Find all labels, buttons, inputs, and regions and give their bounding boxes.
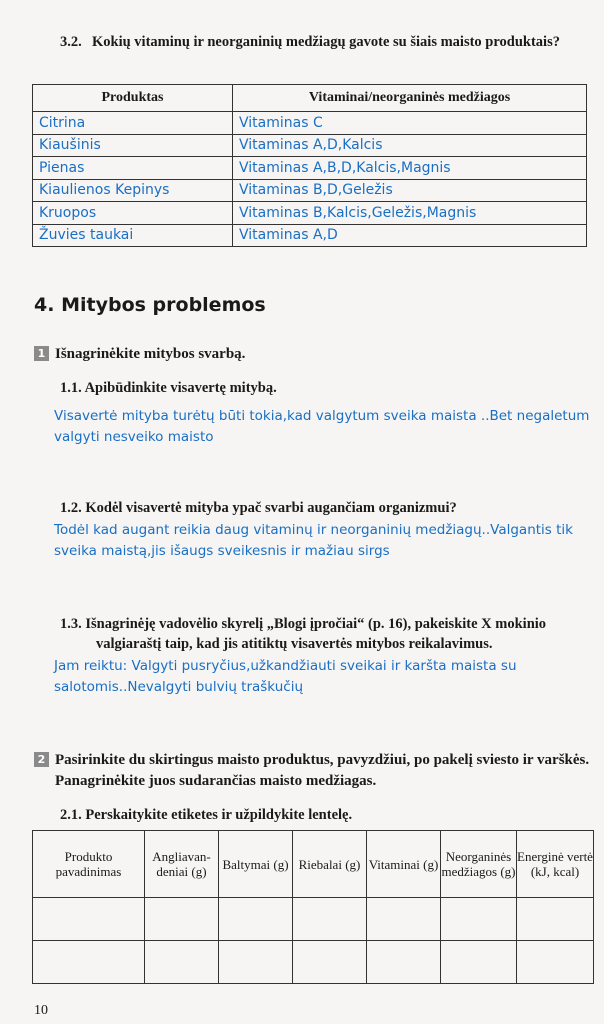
empty-cell[interactable] [517, 941, 594, 984]
answer-1-2[interactable]: Todėl kad augant reikia daug vitaminų ir neorganinių medžiagų..Valgantis tik sveika maistą,jis išaugs sveikesnis ir mažiau sirgs [54, 522, 573, 559]
answer-1-1[interactable]: Visavertė mityba turėtų būti tokia,kad valgytum sveika maista ..Bet negaletum valgyti nesveiko maisto [54, 408, 590, 445]
vitamin-cell[interactable]: Vitaminas C [233, 112, 587, 135]
header-vitamins: Vitaminai (g) [367, 831, 441, 898]
vitamins-table [32, 84, 587, 247]
nutrition-table [32, 830, 594, 984]
header-minerals: Neorganinės medžiagos (g) [441, 831, 517, 898]
question-text: Kokių vitaminų ir neorganinių medžiagų gavote su šiais maisto produktais? [92, 34, 560, 50]
product-cell[interactable]: Citrina [33, 112, 233, 135]
table-row [33, 134, 587, 157]
vitamin-cell[interactable]: Vitaminas A,D [233, 224, 587, 247]
header-vitaminai: Vitaminai/neorganinės medžiagos [233, 85, 587, 112]
question-text: 1.1. Apibūdinkite visavertę mitybą. [60, 380, 277, 396]
vitamin-cell[interactable]: Vitaminas A,D,Kalcis [233, 134, 587, 157]
product-cell[interactable]: Kiaulienos Kepinys [33, 179, 233, 202]
table-header-row [33, 831, 594, 898]
product-cell[interactable]: Pienas [33, 157, 233, 180]
empty-cell[interactable] [517, 898, 594, 941]
header-energy: Energinė vertė (kJ, kcal) [517, 831, 594, 898]
question-3-2 [60, 32, 580, 52]
page-number: 10 [34, 1003, 48, 1018]
table-row [33, 112, 587, 135]
table-row [33, 179, 587, 202]
empty-cell[interactable] [219, 941, 293, 984]
task-title: Pasirinkite du skirtingus maisto produktus, pavyzdžiui, po pakelį sviesto ir varškės. Panagrinėkite juos sudarančias maisto medžiagas. [55, 752, 590, 789]
empty-cell[interactable] [33, 898, 145, 941]
question-1-2 [60, 498, 590, 518]
empty-cell[interactable] [219, 898, 293, 941]
empty-cell[interactable] [145, 898, 219, 941]
section-heading [34, 294, 266, 316]
section-number: 4. [34, 294, 55, 316]
header-carbohydrates: Angliavan-deniai (g) [145, 831, 219, 898]
question-text: 1.3. Išnagrinėję vadovėlio skyrelį „Blogi įpročiai“ (p. 16), pakeiskite X mokinio valgiaraštį taip, kad jis atitiktų visavertės mitybos reikalavimus. [60, 616, 547, 652]
header-produktas: Produktas [33, 85, 233, 112]
task-marker: 1 [34, 346, 49, 361]
empty-cell[interactable] [33, 941, 145, 984]
question-text: 1.2. Kodėl visavertė mityba ypač svarbi augančiam organizmui? [60, 500, 457, 516]
vitamin-cell[interactable]: Vitaminas B,D,Geležis [233, 179, 587, 202]
empty-cell[interactable] [367, 941, 441, 984]
task-title: Išnagrinėkite mitybos svarbą. [55, 346, 246, 362]
answer-1-3[interactable]: Jam reiktu: Valgyti pusryčius,užkandžiauti sveikai ir karšta maista su salotomis..Nevalgyti bulvių traškučių [54, 658, 517, 695]
table-row [33, 224, 587, 247]
question-2-1 [60, 805, 590, 825]
section-title: Mitybos problemos [61, 294, 266, 316]
table-row [33, 898, 594, 941]
task-marker: 2 [34, 752, 49, 767]
task-2-heading [34, 750, 604, 792]
header-product-name: Produkto pavadinimas [33, 831, 145, 898]
question-1-1 [60, 378, 590, 398]
vitamin-cell[interactable]: Vitaminas A,B,D,Kalcis,Magnis [233, 157, 587, 180]
table-row [33, 941, 594, 984]
empty-cell[interactable] [441, 898, 517, 941]
question-1-3 [60, 614, 590, 654]
vitamin-cell[interactable]: Vitaminas B,Kalcis,Geležis,Magnis [233, 202, 587, 225]
empty-cell[interactable] [145, 941, 219, 984]
product-cell[interactable]: Kruopos [33, 202, 233, 225]
task-1-heading [34, 344, 245, 365]
table-header-row [33, 85, 587, 112]
product-cell[interactable]: Kiaušinis [33, 134, 233, 157]
empty-cell[interactable] [367, 898, 441, 941]
header-fats: Riebalai (g) [293, 831, 367, 898]
product-cell[interactable]: Žuvies taukai [33, 224, 233, 247]
empty-cell[interactable] [293, 898, 367, 941]
empty-cell[interactable] [293, 941, 367, 984]
table-row [33, 157, 587, 180]
empty-cell[interactable] [441, 941, 517, 984]
question-number: 3.2. [60, 34, 82, 50]
table-row [33, 202, 587, 225]
question-text: 2.1. Perskaitykite etiketes ir užpildykite lentelę. [60, 807, 353, 823]
header-proteins: Baltymai (g) [219, 831, 293, 898]
